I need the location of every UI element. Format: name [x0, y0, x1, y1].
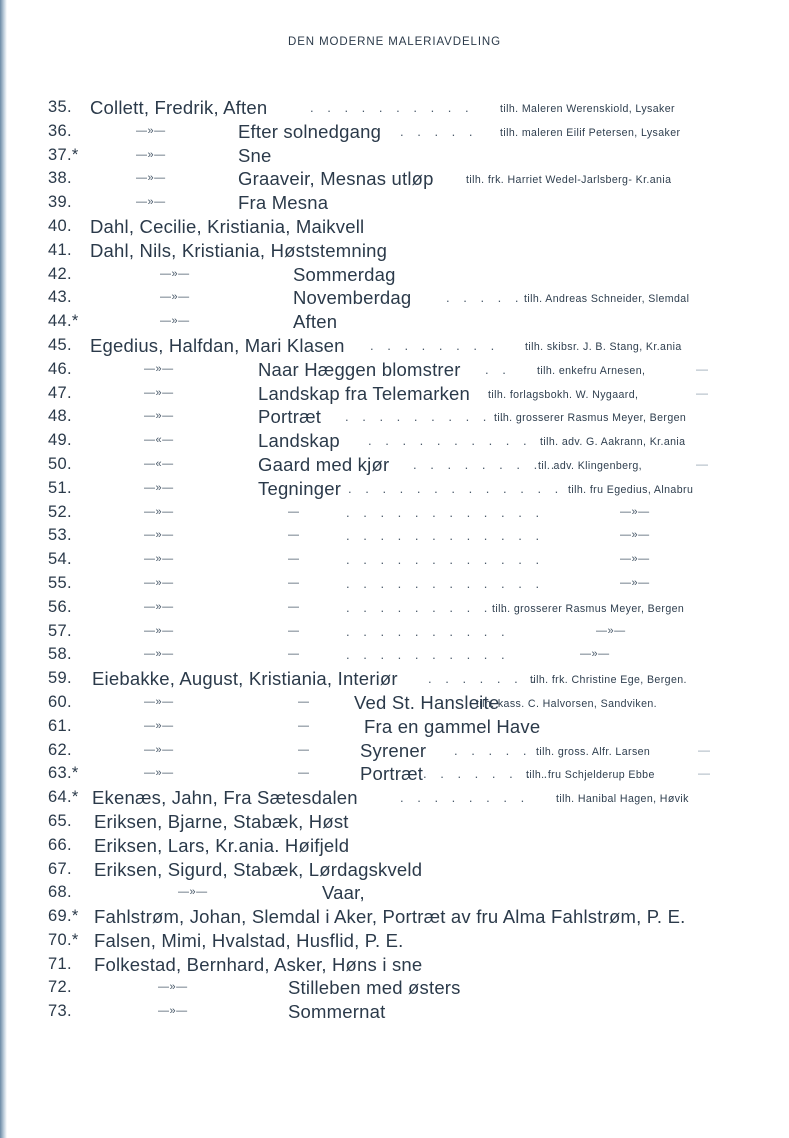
- entry-title: Vaar,: [322, 882, 365, 904]
- leader-dots: . . . . . . . .: [423, 766, 553, 782]
- entry-title: Sommerdag: [293, 263, 396, 285]
- ditto-mark: —»—: [144, 648, 174, 661]
- entry-number: 45.: [48, 335, 72, 354]
- ditto-mark: —»—: [144, 767, 174, 780]
- entry-number: 57.: [48, 621, 72, 640]
- entry-artist-title: Eiebakke, August, Kristiania, Interiør: [92, 668, 398, 690]
- owner-ditto-mark: —»—: [596, 624, 626, 637]
- entry-owner: tilh. gross. Alfr. Larsen: [536, 745, 651, 758]
- ditto-mark: —«—: [144, 434, 174, 447]
- leader-dots: . . . . .: [446, 290, 524, 306]
- catalog-entry: [48, 834, 738, 858]
- ditto-mark: —»—: [144, 529, 174, 542]
- catalog-entry: [48, 405, 738, 429]
- entry-number: 66.: [48, 835, 72, 854]
- ditto-mark: —»—: [136, 196, 166, 209]
- catalog-entry: [48, 881, 738, 905]
- entry-owner: tilh. grosserer Rasmus Meyer, Bergen: [492, 602, 685, 615]
- ditto-dash: —: [288, 576, 300, 589]
- ditto-mark: —»—: [144, 576, 174, 589]
- entry-number: 43.: [48, 288, 72, 307]
- entry-title: Stilleben med østers: [288, 977, 461, 999]
- catalog-list: [48, 96, 738, 1024]
- page-header: DEN MODERNE MALERIAVDELING: [288, 36, 501, 48]
- entry-number: 44.*: [48, 312, 79, 331]
- leader-dots: . . . . . . . . . .: [345, 409, 509, 425]
- trailing-dash: —: [698, 766, 710, 781]
- entry-owner: tilh. fru Egedius, Alnabru: [568, 483, 694, 496]
- entry-number: 49.: [48, 431, 72, 450]
- entry-title: Sommernat: [288, 1001, 386, 1023]
- entry-number: 62.: [48, 740, 72, 759]
- catalog-entry: [48, 239, 738, 263]
- catalog-entry: [48, 667, 738, 691]
- entry-owner: tilh. Andreas Schneider, Slemdal: [524, 293, 690, 306]
- catalog-entry: [48, 929, 738, 953]
- ditto-mark: —»—: [160, 267, 190, 280]
- ditto-dash: —: [298, 695, 310, 708]
- entry-artist-title: Folkestad, Bernhard, Asker, Høns i sne: [94, 953, 423, 975]
- ditto-mark: —»—: [144, 386, 174, 399]
- catalog-entry: [48, 548, 738, 572]
- leader-dots: . . . . . . . . . .: [346, 599, 510, 615]
- catalog-entry: [48, 501, 738, 525]
- ditto-mark: —»—: [144, 362, 174, 375]
- owner-ditto-mark: —»—: [620, 553, 650, 566]
- entry-title: Aften: [293, 311, 338, 333]
- trailing-dash: —: [696, 385, 708, 400]
- ditto-dash: —: [288, 505, 300, 518]
- entry-artist-title: Collett, Fredrik, Aften: [90, 97, 268, 118]
- entry-title: Tegninger: [258, 477, 342, 499]
- entry-number: 41.: [48, 240, 72, 259]
- ditto-dash: —: [298, 719, 310, 732]
- entry-artist-title: Dahl, Cecilie, Kristiania, Maikvell: [90, 215, 365, 237]
- entry-title: Efter solnedgang: [238, 120, 382, 142]
- ditto-mark: —»—: [144, 743, 174, 756]
- catalog-entry: [48, 286, 738, 310]
- scan-edge: [0, 0, 7, 1138]
- entry-title: Landskap fra Telemarken: [258, 382, 470, 404]
- entry-number: 63.*: [48, 764, 79, 783]
- entry-owner: tilh. Hanibal Hagen, Høvik: [556, 793, 689, 806]
- trailing-dash: —: [698, 742, 710, 757]
- catalog-entry: [48, 191, 738, 215]
- catalog-entry: [48, 762, 738, 786]
- entry-title: Sne: [238, 144, 272, 166]
- entry-number: 55.: [48, 573, 72, 592]
- entry-title: Graaveir, Mesnas utløp: [238, 168, 434, 190]
- owner-ditto-mark: —»—: [620, 576, 650, 589]
- entry-number: 59.: [48, 669, 72, 688]
- catalog-entry: [48, 120, 738, 144]
- leader-dots: . . . . . . . . . . . .: [346, 504, 545, 520]
- catalog-entry: [48, 715, 738, 739]
- entry-owner: tilh. frk. Harriet Wedel-Jarlsberg- Kr.ania: [466, 174, 672, 187]
- trailing-dash: —: [696, 456, 708, 471]
- catalog-entry: [48, 786, 738, 810]
- entry-number: 58.: [48, 645, 72, 664]
- entry-number: 64.*: [48, 788, 79, 807]
- entry-number: 51.: [48, 478, 72, 497]
- entry-number: 53.: [48, 526, 72, 545]
- entry-artist-title: Ekenæs, Jahn, Fra Sætesdalen: [92, 787, 358, 809]
- catalog-entry: [48, 334, 738, 358]
- catalog-entry: [48, 810, 738, 834]
- catalog-entry: [48, 429, 738, 453]
- entry-number: 47.: [48, 383, 72, 402]
- leader-dots: . . . . .: [454, 742, 532, 758]
- ditto-mark: —»—: [160, 291, 190, 304]
- entry-number: 61.: [48, 716, 72, 735]
- ditto-mark: —»—: [160, 315, 190, 328]
- entry-title: Naar Hæggen blomstrer: [258, 358, 461, 380]
- leader-dots: . . . . . . . . . . . .: [346, 552, 545, 568]
- ditto-mark: —»—: [144, 481, 174, 494]
- entry-artist-title: Falsen, Mimi, Hvalstad, Husflid, P. E.: [94, 929, 404, 951]
- catalog-entry: [48, 739, 738, 763]
- entry-owner: tilh. Maleren Werenskiold, Lysaker: [500, 103, 675, 115]
- entry-owner: tilh. fru Schjelderup Ebbe: [526, 769, 655, 782]
- catalog-entry: [48, 310, 738, 334]
- entry-artist-title: Eriksen, Sigurd, Stabæk, Lørdagskveld: [94, 858, 423, 880]
- entry-title: Ved St. Hansleite: [354, 691, 500, 713]
- entry-number: 60.: [48, 692, 72, 711]
- ditto-mark: —»—: [144, 624, 174, 637]
- entry-owner: tilh. maleren Eilif Petersen, Lysaker: [500, 126, 681, 139]
- ditto-dash: —: [288, 624, 300, 637]
- entry-owner: tilh. frk. Christine Ege, Bergen.: [530, 674, 687, 687]
- leader-dots: . . . . . . . . . .: [346, 647, 510, 663]
- ditto-mark: —»—: [144, 600, 174, 613]
- entry-number: 56.: [48, 597, 72, 616]
- ditto-mark: —»—: [144, 505, 174, 518]
- entry-owner: tilh. adv. G. Aakrann, Kr.ania: [540, 436, 686, 449]
- entry-number: 54.: [48, 550, 72, 569]
- entry-number: 71.: [48, 954, 72, 973]
- catalog-entry: [48, 905, 738, 929]
- catalog-entry: [48, 858, 738, 882]
- owner-ditto-mark: —»—: [620, 529, 650, 542]
- entry-number: 65.: [48, 811, 72, 830]
- ditto-mark: —»—: [144, 410, 174, 423]
- catalog-entry: [48, 382, 738, 406]
- owner-ditto-mark: —»—: [620, 505, 650, 518]
- catalog-entry: [48, 953, 738, 977]
- ditto-dash: —: [288, 553, 300, 566]
- entry-number: 39.: [48, 193, 72, 212]
- entry-number: 50.: [48, 454, 72, 473]
- entry-artist-title: Egedius, Halfdan, Mari Klasen: [90, 334, 345, 356]
- leader-dots: . . . . .: [400, 123, 478, 139]
- catalog-entry: [48, 524, 738, 548]
- entry-title: Portræt: [360, 763, 424, 785]
- catalog-entry: [48, 691, 738, 715]
- catalog-entry: [48, 263, 738, 287]
- ditto-mark: —»—: [178, 886, 208, 899]
- leader-dots: . . . . . . . .: [370, 337, 500, 353]
- ditto-mark: —»—: [136, 148, 166, 161]
- catalog-entry: [48, 167, 738, 191]
- catalog-entry: [48, 144, 738, 168]
- leader-dots: . . . . . . . . . . . .: [346, 528, 545, 544]
- entry-owner: tilh. enkefru Arnesen,: [537, 364, 646, 377]
- leader-dots: . . . . . . . . .: [413, 456, 560, 472]
- entry-number: 72.: [48, 978, 72, 997]
- entry-number: 40.: [48, 216, 72, 235]
- ditto-mark: —»—: [136, 124, 166, 137]
- entry-number: 70.*: [48, 930, 79, 949]
- entry-number: 48.: [48, 407, 72, 426]
- leader-dots: . .: [485, 361, 511, 377]
- entry-number: 37.*: [48, 145, 79, 164]
- leader-dots: . . . . . . . . . .: [346, 623, 510, 639]
- entry-title: Syrener: [360, 739, 427, 761]
- leader-dots: . . . . . . . . . . . . .: [348, 480, 564, 496]
- catalog-entry: [48, 453, 738, 477]
- entry-number: 42.: [48, 264, 72, 283]
- catalog-entry: [48, 96, 738, 120]
- ditto-dash: —: [298, 767, 310, 780]
- ditto-mark: —»—: [144, 695, 174, 708]
- entry-title: Novemberdag: [293, 287, 412, 309]
- catalog-entry: [48, 572, 738, 596]
- entry-number: 52.: [48, 502, 72, 521]
- entry-number: 46.: [48, 359, 72, 378]
- catalog-entry: [48, 1000, 738, 1024]
- leader-dots: . . . . . . . . . . . .: [346, 575, 545, 591]
- ditto-dash: —: [288, 529, 300, 542]
- leader-dots: . . . . . . . . . .: [368, 433, 532, 449]
- leader-dots: . . . . . . . . . .: [310, 100, 474, 115]
- entry-title: Gaard med kjør: [258, 453, 390, 475]
- entry-number: 38.: [48, 169, 72, 188]
- catalog-entry: [48, 620, 738, 644]
- entry-number: 67.: [48, 859, 72, 878]
- catalog-entry: [48, 358, 738, 382]
- catalog-entry: [48, 596, 738, 620]
- entry-number: 68.: [48, 883, 72, 902]
- ditto-dash: —: [288, 600, 300, 613]
- entry-artist-title: Fahlstrøm, Johan, Slemdal i Aker, Portræt av fru Alma Fahlstrøm, P. E.: [94, 906, 686, 928]
- catalog-entry: [48, 477, 738, 501]
- entry-number: 69.*: [48, 907, 79, 926]
- owner-ditto-mark: —»—: [580, 648, 610, 661]
- entry-number: 73.: [48, 1002, 72, 1021]
- leader-dots: . . . . . . . .: [400, 790, 530, 806]
- catalog-entry: [48, 643, 738, 667]
- entry-title: Fra Mesna: [238, 192, 329, 214]
- entry-owner: tilh. grosserer Rasmus Meyer, Bergen: [494, 412, 687, 425]
- entry-title: Landskap: [258, 430, 340, 452]
- ditto-mark: —»—: [144, 719, 174, 732]
- entry-artist-title: Dahl, Nils, Kristiania, Høststemning: [90, 239, 388, 261]
- ditto-mark: —«—: [144, 457, 174, 470]
- entry-owner: tilh. skibsr. J. B. Stang, Kr.ania: [525, 340, 682, 353]
- ditto-dash: —: [288, 648, 300, 661]
- ditto-mark: —»—: [144, 553, 174, 566]
- ditto-mark: —»—: [158, 981, 188, 994]
- trailing-dash: —: [696, 361, 708, 376]
- entry-number: 35.: [48, 98, 72, 116]
- entry-owner: tilh. kass. C. Halvorsen, Sandviken.: [476, 697, 658, 710]
- entry-title: Portræt: [258, 406, 322, 428]
- ditto-mark: —»—: [136, 172, 166, 185]
- entry-owner: tilh. forlagsbokh. W. Nygaard,: [488, 388, 639, 401]
- ditto-mark: —»—: [158, 1005, 188, 1018]
- entry-number: 36.: [48, 121, 72, 140]
- entry-artist-title: Eriksen, Bjarne, Stabæk, Høst: [94, 810, 349, 832]
- leader-dots: . . . . . . .: [428, 671, 540, 687]
- entry-owner: til. adv. Klingenberg,: [538, 459, 643, 472]
- entry-artist-title: Eriksen, Lars, Kr.ania. Høifjeld: [94, 834, 350, 856]
- ditto-dash: —: [298, 743, 310, 756]
- entry-title: Fra en gammel Have: [364, 715, 541, 737]
- catalog-entry: [48, 215, 738, 239]
- catalog-entry: [48, 976, 738, 1000]
